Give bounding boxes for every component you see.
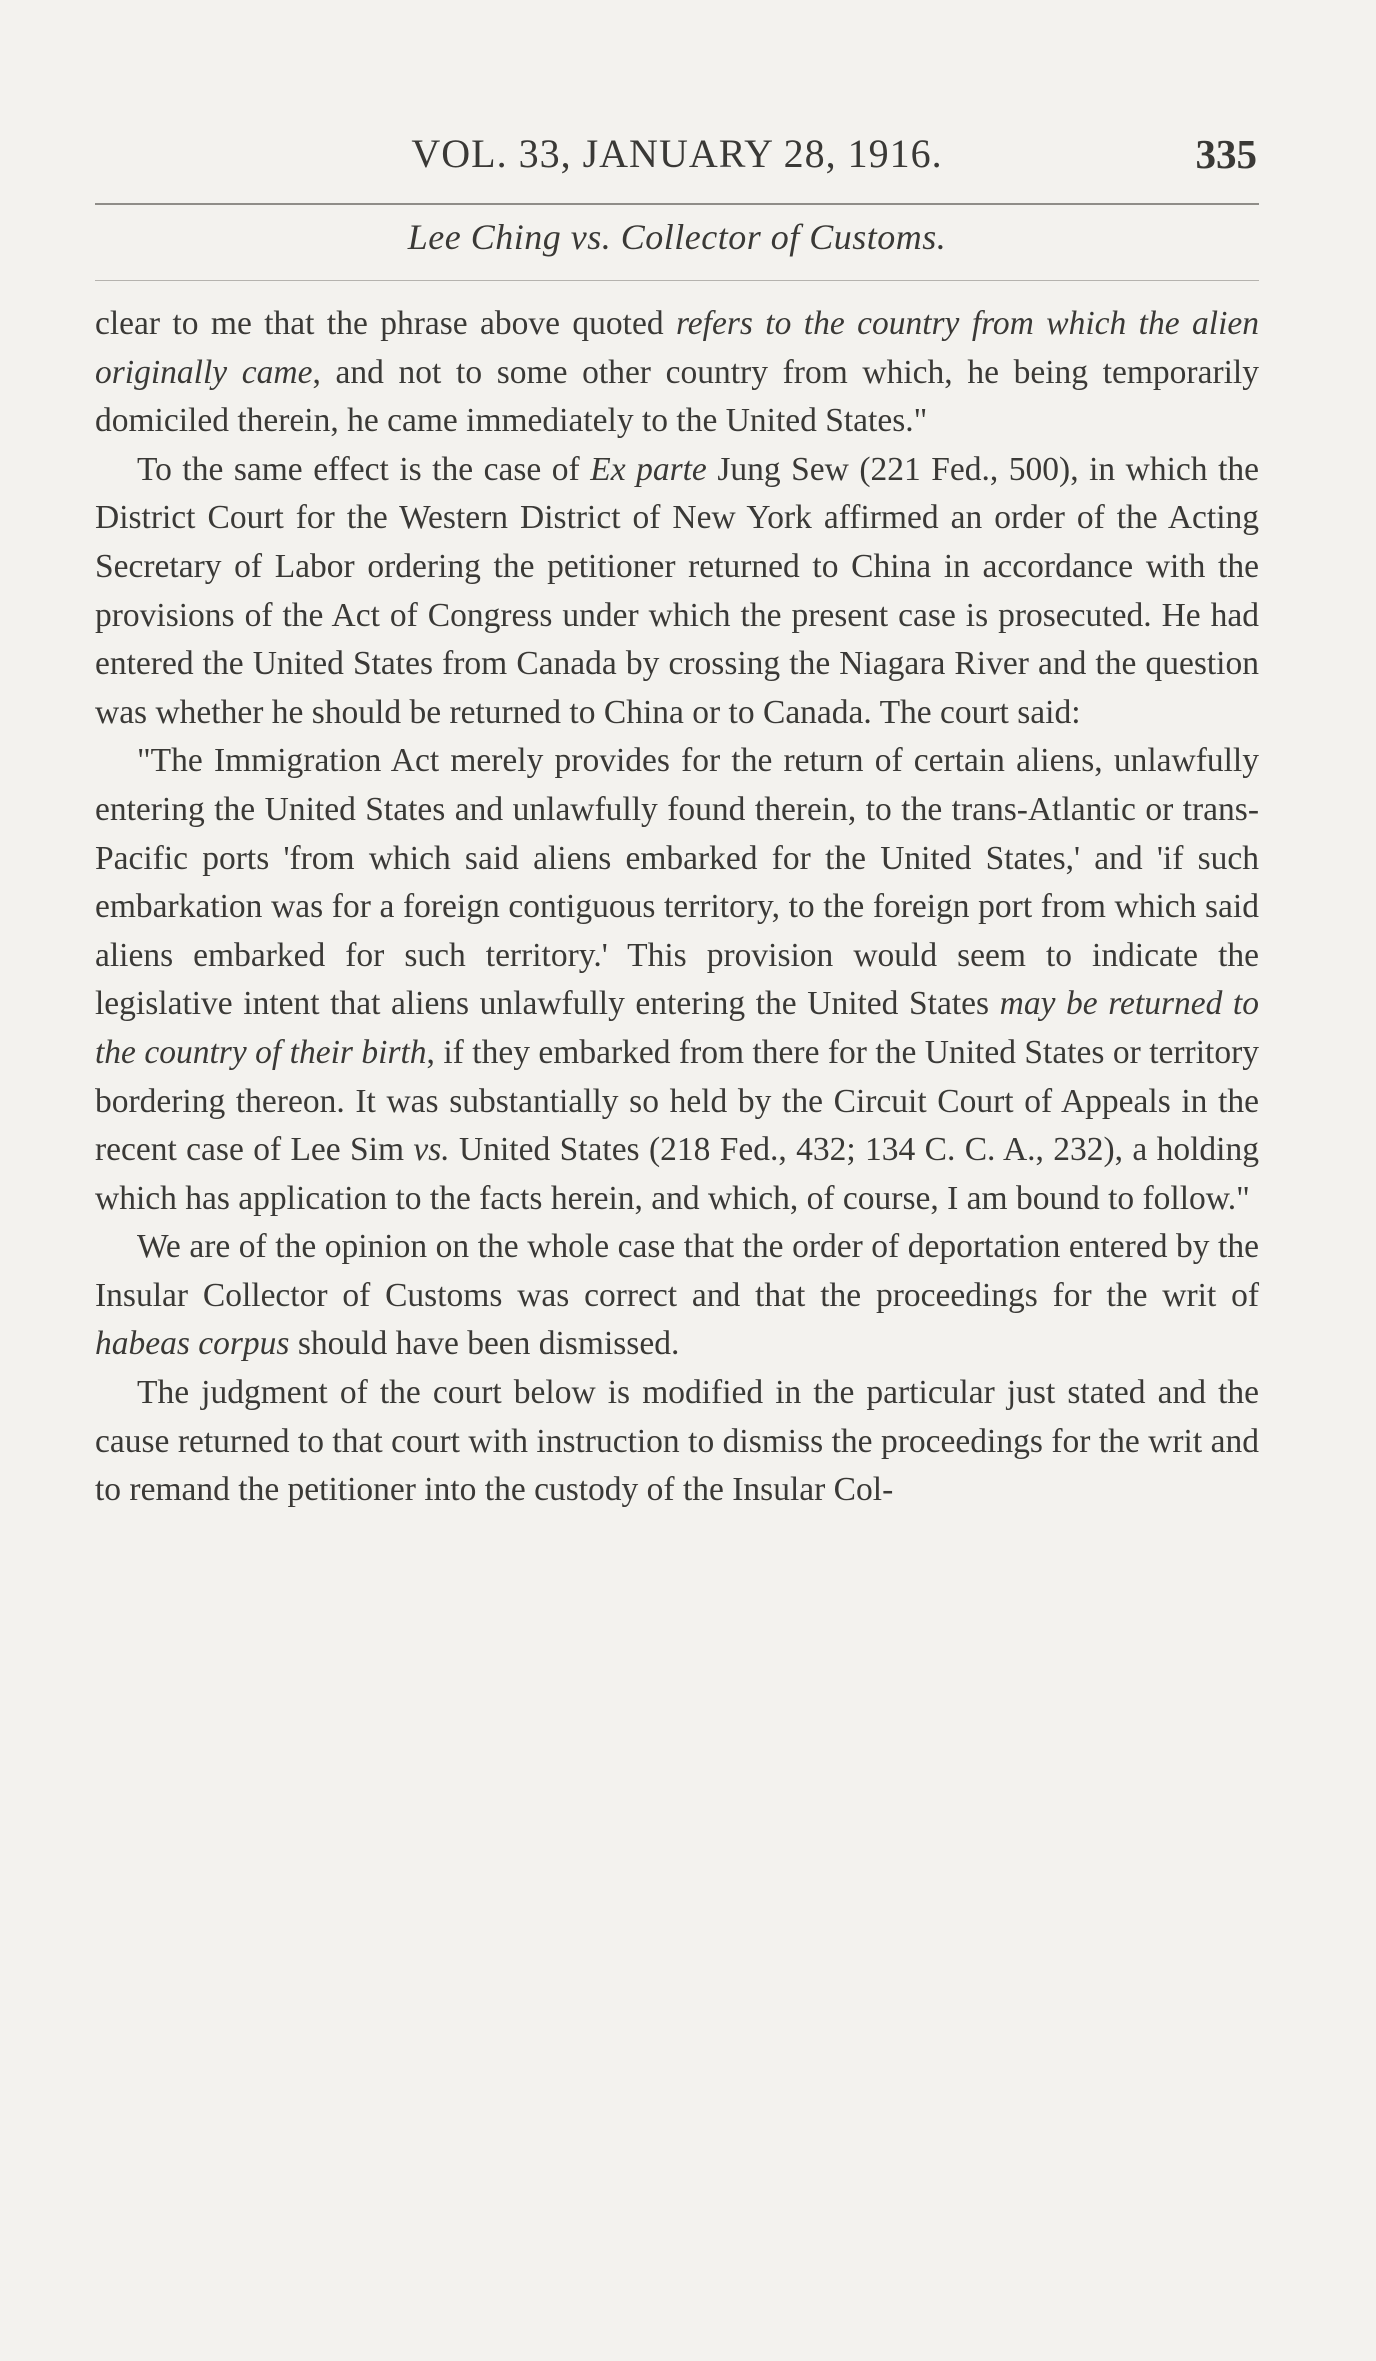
text-segment: Jung Sew (221 Fed., 500), in which the District Court for the Western District of New York affirmed an order of the Acting Secretary of Labor ordering the petitioner returned to China in accordance with the provisions of the Act of Congress under which the present case is prosecuted. He had entered the United States from Canada by crossing the Niagara River and the question was whether he should be returned to China or to Canada. The court said: [95, 450, 1259, 731]
text-segment: "The Immigration Act merely provides for the return of certain aliens, unlawfully entering the United States and unlawfully found therein, to the trans-Atlantic or trans-Pacific ports 'from which said aliens embarked for the United States,' and 'if such embarkation was for a foreign contiguous territory, to the foreign port from which said aliens embarked for such territory.' This provision would seem to indicate the legislative intent that aliens unlawfully entering the United States [95, 742, 1259, 1023]
text-segment: We are of the opinion on the whole case that the order of deportation entered by the Insular Collector of Customs was correct and that the proceedings for the writ of [95, 1228, 1259, 1314]
case-caption: Lee Ching vs. Collector of Customs. [407, 217, 947, 257]
text-segment: , if they embarked from there for the United States or territory bordering thereon. It was substantially so held by the Circuit Court of Appeals in the recent case of Lee Sim [95, 1033, 1259, 1169]
running-head [95, 130, 1259, 190]
text-segment: The judgment of the court below is modified in the particular just stated and the cause returned to that court with instruction to dismiss the proceedings for the writ and to remand the petitioner into the custody of the Insular Col- [95, 1374, 1259, 1509]
italic-segment: vs. [413, 1131, 450, 1169]
italic-segment: refers to the country from which the alien originally came [95, 305, 1259, 391]
page-number: 335 [1195, 131, 1257, 177]
paragraph-judgment [95, 1369, 1259, 1515]
header-rule-top [95, 203, 1259, 205]
text-segment: clear to me that the phrase above quoted [95, 305, 676, 342]
italic-segment: Ex parte [590, 450, 707, 488]
book-page [95, 0, 1259, 2361]
italic-segment: habeas corpus [95, 1325, 290, 1363]
text-segment: United States (218 Fed., 432; 134 C. C. A., 232), a holding which has application to the facts herein, and which, of course, I am bound to follow." [95, 1131, 1259, 1217]
body-text [95, 300, 1259, 1515]
paragraph-quotation [95, 737, 1259, 1223]
running-title: VOL. 33, JANUARY 28, 1916. [411, 131, 943, 176]
italic-segment: may be returned to the country of their birth [95, 985, 1259, 1071]
text-segment: should have been dismissed. [289, 1325, 680, 1363]
paragraph-ex-parte [95, 446, 1259, 738]
text-segment: , and not to some other country from which, he being temporarily domiciled therein, he came immediately to the United States." [95, 353, 1259, 440]
paragraph-continuation [95, 300, 1259, 446]
paragraph-opinion [95, 1223, 1259, 1369]
text-segment: To the same effect is the case of [137, 450, 591, 488]
header-rule-bottom [95, 280, 1259, 281]
